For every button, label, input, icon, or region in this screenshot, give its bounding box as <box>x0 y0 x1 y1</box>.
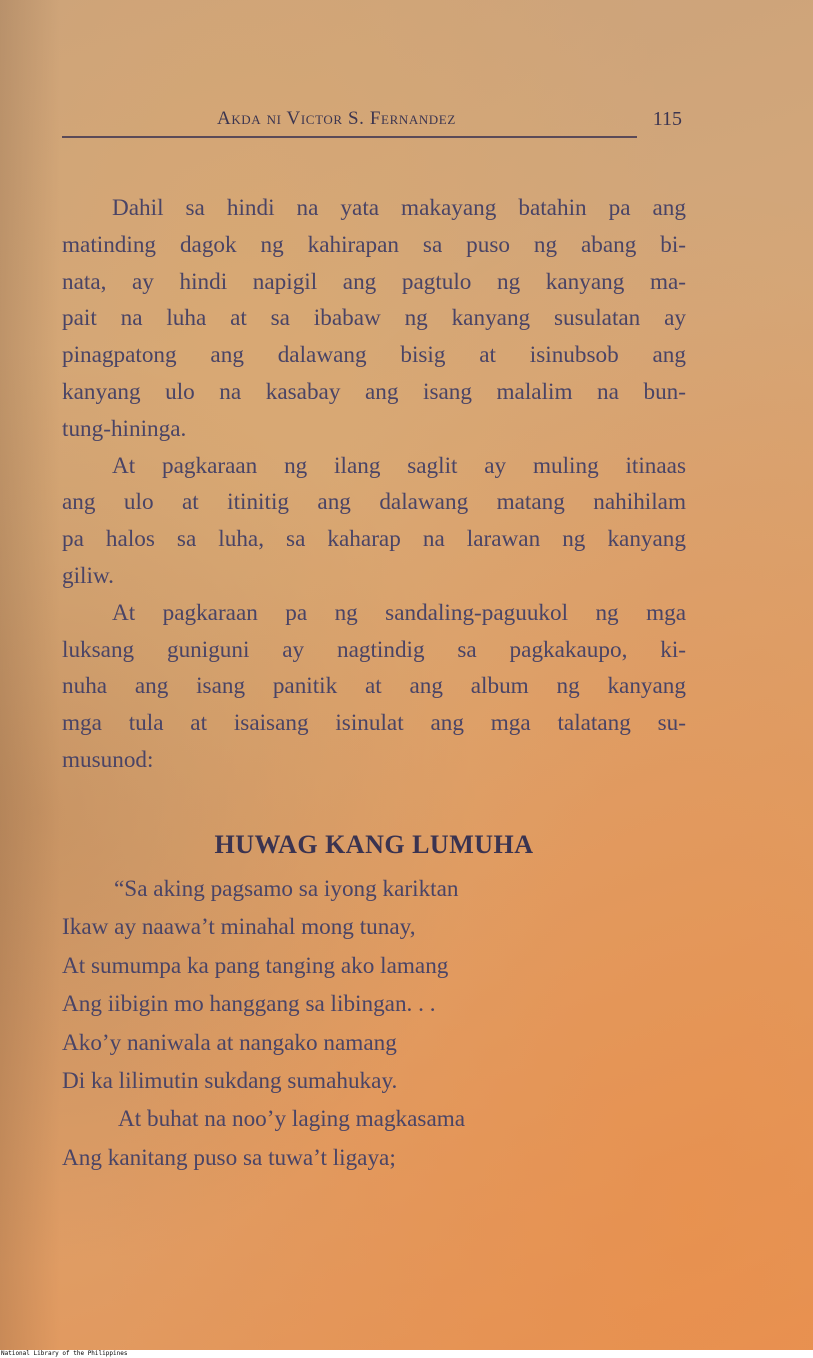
text-line: musunod: <box>62 746 154 773</box>
poem-line: At buhat na noo’y laging magkasama <box>118 1106 466 1133</box>
text-line: tung-hininga. <box>62 415 187 442</box>
text-line: mga tula at isaisang isinulat ang mga talatang su- <box>62 710 686 737</box>
running-head: Akda ni Victor S. Fernandez <box>217 108 456 129</box>
text-line: kanyang ulo na kasabay ang isang malalim na bun- <box>62 378 686 405</box>
poem-line: Di ka lilimutin sukdang sumahukay. <box>62 1067 398 1094</box>
paragraph-2 <box>62 448 686 595</box>
text-line: luksang guniguni ay nagtindig sa pagkakaupo, ki- <box>62 636 686 663</box>
text-line: At pagkaraan ng ilang saglit ay muling itinaas <box>112 452 686 479</box>
poem-line: At sumumpa ka pang tanging ako lamang <box>62 952 449 979</box>
paragraph-1 <box>62 190 686 448</box>
poem-line: Ako’y naniwala at nangako namang <box>62 1029 397 1056</box>
paragraph-3 <box>62 595 686 779</box>
text-line: pinagpatong ang dalawang bisig at isinubsob ang <box>62 342 686 369</box>
text-line: pa halos sa luha, sa kaharap na larawan ng kanyang <box>62 526 686 553</box>
text-line: giliw. <box>62 562 114 589</box>
text-line: pait na luha at sa ibabaw ng kanyang susulatan ay <box>62 305 686 332</box>
body-text <box>62 190 686 779</box>
poem-stanza <box>62 870 686 1177</box>
text-line: matinding dagok ng kahirapan sa puso ng abang bi- <box>62 231 686 258</box>
text-line: ang ulo at itinitig ang dalawang matang nahihilam <box>62 489 686 516</box>
poem-line: Ikaw ay naawa’t minahal mong tunay, <box>62 914 416 941</box>
page-edge-shadow <box>0 0 60 1350</box>
poem-line: Ang iibigin mo hanggang sa libingan. . . <box>62 991 436 1018</box>
text-line: nata, ay hindi napigil ang pagtulo ng kanyang ma- <box>62 268 686 295</box>
poem-title: HUWAG KANG LUMUHA <box>214 830 534 859</box>
page-number: 115 <box>652 108 682 130</box>
text-line: At pagkaraan pa ng sandaling-paguukol ng mga <box>112 599 686 626</box>
poem-line: Ang kanitang puso sa tuwa’t ligaya; <box>62 1144 396 1171</box>
header-rule <box>62 136 637 138</box>
poem-line: “Sa aking pagsamo sa iyong kariktan <box>114 876 459 902</box>
text-line: nuha ang isang panitik at ang album ng kanyang <box>62 673 686 700</box>
page-header <box>62 104 682 138</box>
library-credit: National Library of the Philippines <box>1 1350 128 1357</box>
text-line: Dahil sa hindi na yata makayang batahin pa ang <box>112 195 686 221</box>
